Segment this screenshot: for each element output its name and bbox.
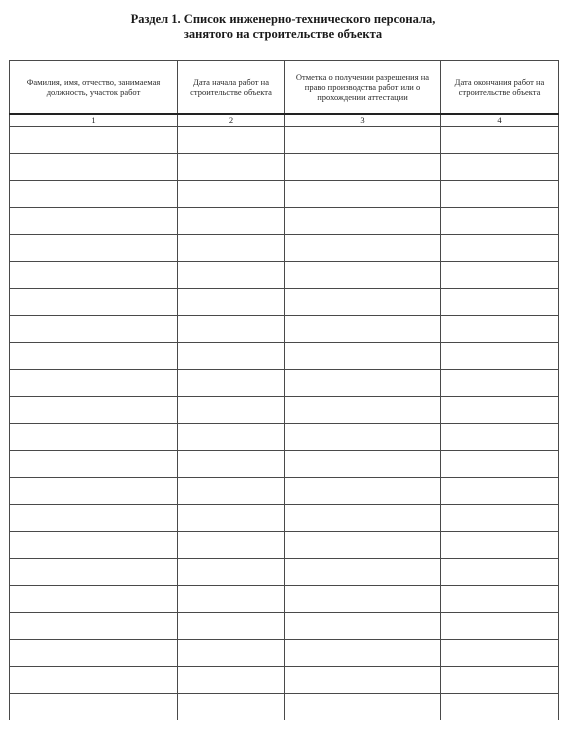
start-date-cell — [178, 127, 285, 154]
table-row — [10, 640, 559, 667]
start-date-cell — [178, 262, 285, 289]
name-position-cell — [10, 316, 178, 343]
start-date-cell — [178, 424, 285, 451]
end-date-cell — [441, 316, 559, 343]
end-date-cell — [441, 397, 559, 424]
end-date-cell — [441, 127, 559, 154]
start-date-cell — [178, 478, 285, 505]
name-position-cell — [10, 208, 178, 235]
permit-mark-cell — [285, 289, 441, 316]
permit-mark-cell — [285, 154, 441, 181]
column-number: 2 — [178, 114, 285, 127]
permit-mark-cell — [285, 424, 441, 451]
permit-mark-cell — [285, 370, 441, 397]
table-row — [10, 532, 559, 559]
table-row — [10, 424, 559, 451]
permit-mark-cell — [285, 667, 441, 694]
permit-mark-cell — [285, 262, 441, 289]
name-position-cell — [10, 127, 178, 154]
permit-mark-cell — [285, 316, 441, 343]
name-position-cell — [10, 343, 178, 370]
table-row — [10, 316, 559, 343]
start-date-cell — [178, 586, 285, 613]
permit-mark-cell — [285, 451, 441, 478]
name-position-cell — [10, 397, 178, 424]
end-date-cell — [441, 694, 559, 721]
end-date-cell — [441, 181, 559, 208]
permit-mark-cell — [285, 478, 441, 505]
table-row — [10, 370, 559, 397]
start-date-cell — [178, 208, 285, 235]
start-date-cell — [178, 343, 285, 370]
name-position-cell — [10, 262, 178, 289]
table-row — [10, 181, 559, 208]
column-header-end-date: Дата окончания работ на строительстве объекта — [441, 61, 559, 115]
permit-mark-cell — [285, 181, 441, 208]
name-position-cell — [10, 235, 178, 262]
table-row — [10, 343, 559, 370]
column-header-permit-mark: Отметка о получении разрешения на право производства работ или о прохождении аттестации — [285, 61, 441, 115]
column-number: 4 — [441, 114, 559, 127]
permit-mark-cell — [285, 208, 441, 235]
section-title-line-2: занятого на строительстве объекта — [183, 27, 383, 41]
name-position-cell — [10, 667, 178, 694]
table-row — [10, 478, 559, 505]
name-position-cell — [10, 451, 178, 478]
end-date-cell — [441, 235, 559, 262]
end-date-cell — [441, 424, 559, 451]
end-date-cell — [441, 343, 559, 370]
column-number: 3 — [285, 114, 441, 127]
name-position-cell — [10, 181, 178, 208]
column-header-start-date: Дата начала работ на строительстве объекта — [178, 61, 285, 115]
table-row — [10, 613, 559, 640]
end-date-cell — [441, 613, 559, 640]
end-date-cell — [441, 208, 559, 235]
table-row — [10, 235, 559, 262]
table-row — [10, 208, 559, 235]
table-row — [10, 154, 559, 181]
start-date-cell — [178, 505, 285, 532]
column-header-name-position: Фамилия, имя, отчество, занимаемая должность, участок работ — [10, 61, 178, 115]
table-row — [10, 451, 559, 478]
start-date-cell — [178, 316, 285, 343]
permit-mark-cell — [285, 343, 441, 370]
name-position-cell — [10, 370, 178, 397]
end-date-cell — [441, 289, 559, 316]
name-position-cell — [10, 613, 178, 640]
name-position-cell — [10, 640, 178, 667]
end-date-cell — [441, 451, 559, 478]
name-position-cell — [10, 505, 178, 532]
section-title-line-1: Раздел 1. Список инженерно-технического персонала, — [130, 12, 436, 26]
start-date-cell — [178, 694, 285, 721]
table-row — [10, 262, 559, 289]
start-date-cell — [178, 640, 285, 667]
permit-mark-cell — [285, 559, 441, 586]
table-row — [10, 586, 559, 613]
start-date-cell — [178, 370, 285, 397]
table-row — [10, 289, 559, 316]
table-header-row — [10, 61, 559, 115]
permit-mark-cell — [285, 613, 441, 640]
table-row — [10, 397, 559, 424]
end-date-cell — [441, 586, 559, 613]
permit-mark-cell — [285, 586, 441, 613]
name-position-cell — [10, 694, 178, 721]
end-date-cell — [441, 370, 559, 397]
table-row — [10, 127, 559, 154]
end-date-cell — [441, 154, 559, 181]
table-row — [10, 559, 559, 586]
permit-mark-cell — [285, 694, 441, 721]
start-date-cell — [178, 397, 285, 424]
table-row — [10, 505, 559, 532]
start-date-cell — [178, 154, 285, 181]
table-row — [10, 694, 559, 721]
end-date-cell — [441, 559, 559, 586]
table-body — [10, 127, 559, 721]
permit-mark-cell — [285, 532, 441, 559]
end-date-cell — [441, 532, 559, 559]
name-position-cell — [10, 559, 178, 586]
end-date-cell — [441, 262, 559, 289]
permit-mark-cell — [285, 397, 441, 424]
end-date-cell — [441, 478, 559, 505]
section-title — [0, 12, 566, 42]
name-position-cell — [10, 478, 178, 505]
permit-mark-cell — [285, 640, 441, 667]
start-date-cell — [178, 181, 285, 208]
end-date-cell — [441, 640, 559, 667]
start-date-cell — [178, 559, 285, 586]
column-number-row — [10, 114, 559, 127]
end-date-cell — [441, 505, 559, 532]
start-date-cell — [178, 613, 285, 640]
end-date-cell — [441, 667, 559, 694]
name-position-cell — [10, 289, 178, 316]
name-position-cell — [10, 424, 178, 451]
start-date-cell — [178, 451, 285, 478]
start-date-cell — [178, 667, 285, 694]
start-date-cell — [178, 235, 285, 262]
permit-mark-cell — [285, 235, 441, 262]
name-position-cell — [10, 154, 178, 181]
name-position-cell — [10, 586, 178, 613]
start-date-cell — [178, 532, 285, 559]
personnel-table — [9, 60, 559, 720]
permit-mark-cell — [285, 505, 441, 532]
name-position-cell — [10, 532, 178, 559]
table-row — [10, 667, 559, 694]
permit-mark-cell — [285, 127, 441, 154]
column-number: 1 — [10, 114, 178, 127]
start-date-cell — [178, 289, 285, 316]
